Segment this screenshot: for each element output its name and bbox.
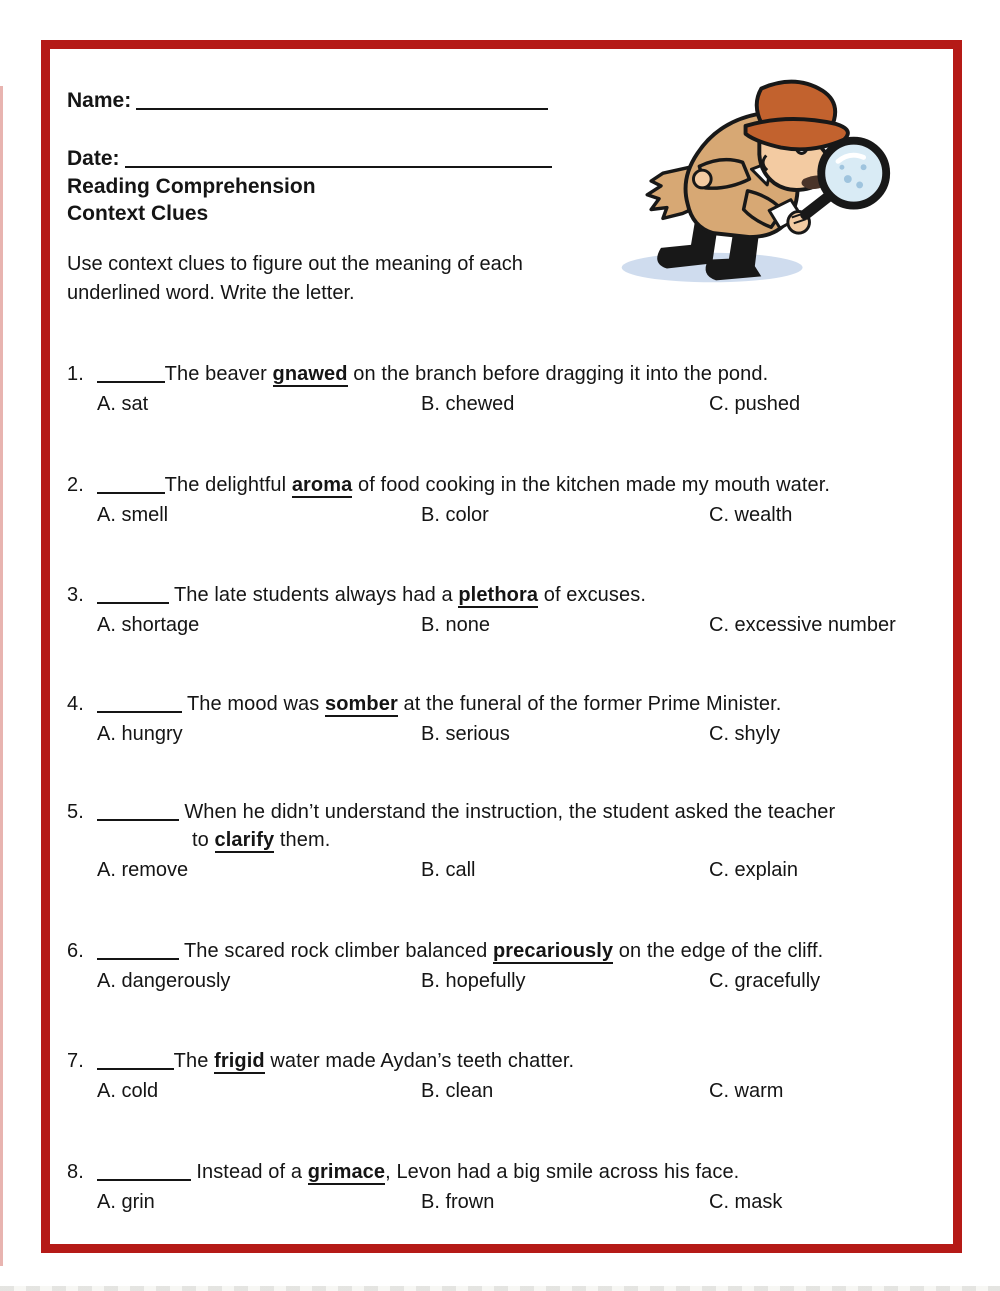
choice-c: C. wealth bbox=[709, 504, 793, 526]
question-2 bbox=[67, 471, 952, 529]
choice-a: A. dangerously bbox=[97, 970, 231, 992]
choices-row bbox=[67, 1188, 952, 1216]
question-6 bbox=[67, 937, 952, 995]
question-8 bbox=[67, 1158, 952, 1216]
question-text: on the branch before dragging it into the pond. bbox=[347, 363, 769, 385]
question-text: The beaver bbox=[164, 363, 273, 385]
instructions bbox=[67, 250, 523, 308]
question-6-line-1 bbox=[67, 937, 952, 965]
question-number: 4. bbox=[67, 693, 84, 715]
red-page-border bbox=[41, 40, 962, 1253]
choice-b: B. chewed bbox=[421, 393, 515, 415]
answer-blank[interactable] bbox=[97, 807, 179, 821]
worksheet-title-line1: Reading Comprehension bbox=[67, 175, 316, 198]
choices-row bbox=[67, 1077, 952, 1105]
question-number: 6. bbox=[67, 940, 84, 962]
choice-a: A. shortage bbox=[97, 614, 200, 636]
choice-b: B. color bbox=[421, 504, 489, 526]
question-number: 7. bbox=[67, 1050, 84, 1072]
choices-row bbox=[67, 390, 952, 418]
choice-c: C. gracefully bbox=[709, 970, 821, 992]
question-2-line-1 bbox=[67, 471, 952, 499]
answer-blank[interactable] bbox=[97, 699, 182, 713]
question-number: 1. bbox=[67, 363, 84, 385]
vocabulary-word: plethora bbox=[458, 584, 539, 606]
name-row bbox=[67, 88, 548, 114]
answer-blank[interactable] bbox=[97, 480, 165, 494]
answer-blank[interactable] bbox=[97, 369, 165, 383]
choice-a: A. cold bbox=[97, 1080, 159, 1102]
question-text: them. bbox=[274, 829, 331, 851]
question-text: at the funeral of the former Prime Minister. bbox=[397, 693, 782, 715]
name-write-line[interactable] bbox=[136, 96, 548, 110]
question-number: 5. bbox=[67, 801, 84, 823]
question-3 bbox=[67, 581, 952, 639]
question-7-line-1 bbox=[67, 1047, 952, 1075]
vocabulary-word: precariously bbox=[492, 940, 614, 962]
choice-a: A. hungry bbox=[97, 723, 183, 745]
question-text: of food cooking in the kitchen made my mouth water. bbox=[352, 474, 831, 496]
answer-blank[interactable] bbox=[97, 1167, 191, 1181]
question-4 bbox=[67, 690, 952, 748]
date-row bbox=[67, 146, 552, 172]
question-3-line-1 bbox=[67, 581, 952, 609]
choice-a: A. sat bbox=[97, 393, 149, 415]
question-4-line-1 bbox=[67, 690, 952, 718]
choice-b: B. hopefully bbox=[421, 970, 526, 992]
choice-b: B. clean bbox=[421, 1080, 494, 1102]
vocabulary-word: frigid bbox=[214, 1050, 265, 1072]
question-text: The scared rock climber balanced bbox=[178, 940, 493, 962]
choices-row bbox=[67, 501, 952, 529]
question-1 bbox=[67, 360, 952, 418]
magnifier-lens bbox=[821, 141, 886, 206]
choice-b: B. frown bbox=[421, 1191, 495, 1213]
choice-b: B. serious bbox=[421, 723, 510, 745]
vocabulary-word: aroma bbox=[291, 474, 353, 496]
choice-c: C. explain bbox=[709, 859, 798, 881]
choices-row bbox=[67, 720, 952, 748]
question-text: The late students always had a bbox=[168, 584, 459, 606]
question-number: 2. bbox=[67, 474, 84, 496]
choice-b: B. call bbox=[421, 859, 476, 881]
vocabulary-word: clarify bbox=[214, 829, 275, 851]
answer-blank[interactable] bbox=[97, 946, 179, 960]
question-7 bbox=[67, 1047, 952, 1105]
question-5 bbox=[67, 798, 952, 884]
question-text: The bbox=[173, 1050, 215, 1072]
question-text: on the edge of the cliff. bbox=[613, 940, 824, 962]
scan-edge-artifact-left bbox=[0, 86, 3, 1266]
vocabulary-word: gnawed bbox=[272, 363, 348, 385]
question-text: , Levon had a big smile across his face. bbox=[385, 1161, 740, 1183]
choices-row bbox=[67, 856, 952, 884]
worksheet-title-line2: Context Clues bbox=[67, 202, 209, 225]
choices-row bbox=[67, 611, 952, 639]
instructions-line1: Use context clues to figure out the meaning of each bbox=[67, 253, 523, 275]
choice-a: A. remove bbox=[97, 859, 189, 881]
question-text: Instead of a bbox=[190, 1161, 308, 1183]
question-1-line-1 bbox=[67, 360, 952, 388]
detective-illustration bbox=[602, 72, 897, 290]
question-5-line-2 bbox=[67, 826, 952, 854]
choice-c: C. warm bbox=[709, 1080, 784, 1102]
vocabulary-word: somber bbox=[325, 693, 398, 715]
choices-row bbox=[67, 967, 952, 995]
vocabulary-word: grimace bbox=[307, 1161, 386, 1183]
choice-b: B. none bbox=[421, 614, 490, 636]
choice-a: A. smell bbox=[97, 504, 169, 526]
instructions-line2: underlined word. Write the letter. bbox=[67, 282, 355, 304]
choice-c: C. pushed bbox=[709, 393, 801, 415]
question-number: 3. bbox=[67, 584, 84, 606]
question-text: The mood was bbox=[181, 693, 325, 715]
choice-c: C. excessive number bbox=[709, 614, 896, 636]
question-text: to bbox=[192, 829, 215, 851]
scan-edge-artifact-bottom bbox=[0, 1286, 1000, 1291]
choice-c: C. mask bbox=[709, 1191, 783, 1213]
question-text: water made Aydan’s teeth chatter. bbox=[264, 1050, 575, 1072]
choice-c: C. shyly bbox=[709, 723, 781, 745]
question-text: When he didn’t understand the instruction, the student asked the teacher bbox=[178, 801, 836, 823]
name-label: Name: bbox=[67, 89, 132, 112]
answer-blank[interactable] bbox=[97, 1056, 174, 1070]
date-write-line[interactable] bbox=[125, 154, 552, 168]
question-8-line-1 bbox=[67, 1158, 952, 1186]
question-text: of excuses. bbox=[538, 584, 646, 606]
answer-blank[interactable] bbox=[97, 590, 169, 604]
question-number: 8. bbox=[67, 1161, 84, 1183]
choice-a: A. grin bbox=[97, 1191, 155, 1213]
date-label: Date: bbox=[67, 147, 120, 170]
question-5-line-1 bbox=[67, 798, 952, 826]
question-text: The delightful bbox=[164, 474, 292, 496]
